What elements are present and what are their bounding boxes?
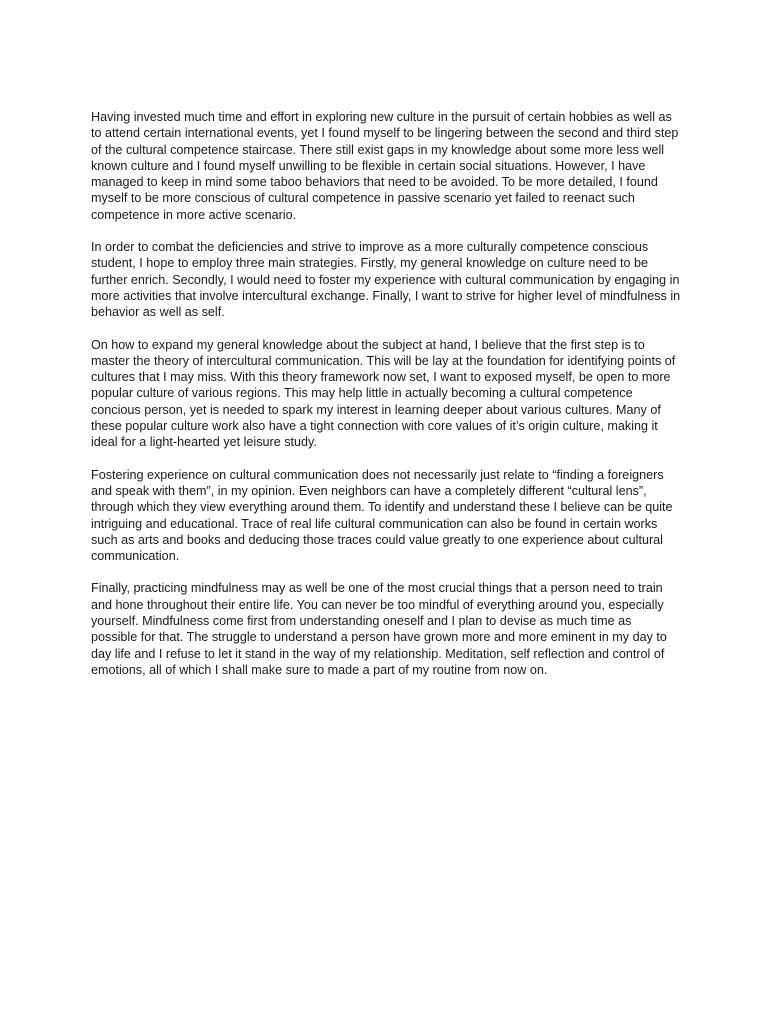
paragraph-3: On how to expand my general knowledge about the subject at hand, I believe that the first step is to master the theory of intercultural communication. This will be lay at the foundation for identifying points of cultures that I may miss. With this theory framework now set, I want to exposed myself, be open to more popular culture of various regions. This may help little in actually becoming a cultural competence concious person, yet is needed to spark my interest in learning deeper about various cultures. Many of these popular culture work also have a tight connection with core values of it’s origin culture, making it ideal for a light-hearted yet leisure study. <box>91 337 676 450</box>
document-body <box>91 109 681 694</box>
paragraph-2: In order to combat the deficiencies and strive to improve as a more culturally competence conscious student, I hope to employ three main strategies. Firstly, my general knowledge on culture need to be further enrich. Secondly, I would need to foster my experience with cultural communication by engaging in more activities that involve intercultural exchange. Finally, I want to strive for higher level of mindfulness in behavior as well as self. <box>91 240 681 320</box>
paragraph-1: Having invested much time and effort in exploring new culture in the pursuit of certain hobbies as well as to attend certain international events, yet I found myself to be lingering between the second and third step of the cultural competence staircase. There still exist gaps in my knowledge about some more less well known culture and I found myself unwilling to be flexible in certain social situations. However, I have managed to keep in mind some taboo behaviors that need to be avoided. To be more detailed, I found myself to be more conscious of cultural competence in passive scenario yet failed to reenact such competence in more active scenario. <box>91 110 679 222</box>
paragraph-5: Finally, practicing mindfulness may as well be one of the most crucial things that a person need to train and hone throughout their entire life. You can never be too mindful of everything around you, especially yourself. Mindfulness come first from understanding oneself and I plan to devise as much time as possible for that. The struggle to understand a person have grown more and more eminent in my day to day life and I refuse to let it stand in the way of my relationship. Meditation, self reflection and control of emotions, all of which I shall make sure to made a part of my routine from now on. <box>91 581 667 677</box>
paragraph-4: Fostering experience on cultural communication does not necessarily just relate to “finding a foreigners and speak with them”, in my opinion. Even neighbors can have a completely different “cultural lens”, through which they view everything around them. To identify and understand these I believe can be quite intriguing and educational. Trace of real life cultural communication can also be found in certain works such as arts and books and deducing those traces could value greatly to one experience about cultural communication. <box>91 467 673 564</box>
